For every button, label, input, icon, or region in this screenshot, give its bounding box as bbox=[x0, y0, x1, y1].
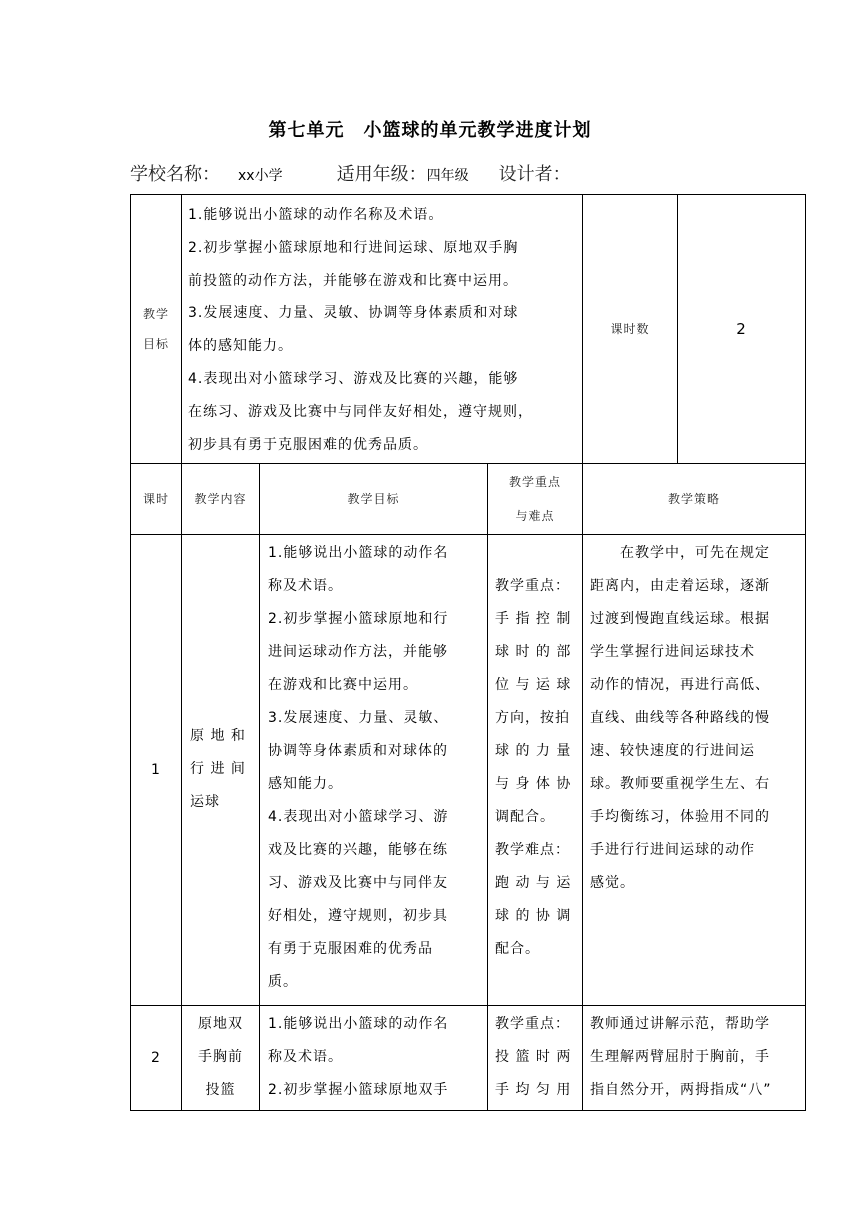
row2-strategy bbox=[590, 1008, 804, 1107]
goal-line: 有勇于克服困难的优秀品 bbox=[268, 941, 433, 957]
focus-line bbox=[495, 537, 581, 570]
focus-line: 教学重点： bbox=[495, 1016, 570, 1032]
focus-line: 教学难点： bbox=[495, 842, 570, 858]
strategy-line: 感觉。 bbox=[590, 875, 635, 891]
goal-line: 戏及比赛的兴趣，能够在练 bbox=[268, 842, 448, 858]
page-title: 第七单元 小篮球的单元教学进度计划 bbox=[268, 120, 592, 141]
strategy-line: 手均衡练习，体验用不同的 bbox=[590, 809, 770, 825]
objectives-label-line2: 目标 bbox=[142, 337, 169, 351]
row2-focus bbox=[495, 1008, 581, 1107]
focus-line: 配合。 bbox=[495, 941, 540, 957]
objective-line: 体的感知能力。 bbox=[188, 338, 293, 355]
strategy-line: 动作的情况，再进行高低、 bbox=[590, 677, 770, 693]
objective-line: 前投篮的动作方法，并能够在游戏和比赛中运用。 bbox=[188, 272, 518, 289]
focus-line: 教学重点： bbox=[495, 578, 570, 594]
row2-content bbox=[182, 1008, 259, 1107]
header-focus bbox=[488, 464, 582, 534]
objective-line: 在练习、游戏及比赛中与同伴友好相处，遵守规则， bbox=[188, 403, 533, 420]
content-line: 手胸前 bbox=[198, 1049, 243, 1065]
focus-line: 与 身 体 协 bbox=[495, 776, 572, 792]
goal-line: 1.能够说出小篮球的动作名 bbox=[268, 1016, 449, 1032]
row1-content bbox=[190, 720, 256, 819]
goal-line: 好相处，遵守规则，初步具 bbox=[268, 908, 448, 924]
content-line: 行 进 间 bbox=[190, 761, 246, 777]
objective-line: 初步具有勇于克服困难的优秀品质。 bbox=[188, 436, 428, 453]
strategy-line: 教师通过讲解示范，帮助学 bbox=[590, 1016, 770, 1032]
goal-line: 在游戏和比赛中运用。 bbox=[268, 677, 418, 693]
goal-line: 质。 bbox=[268, 974, 298, 990]
goal-line: 习、游戏及比赛中与同伴友 bbox=[268, 875, 448, 891]
goal-line: 2.初步掌握小篮球原地双手 bbox=[268, 1082, 449, 1098]
focus-line: 位 与 运 球 bbox=[495, 677, 572, 693]
strategy-line: 生理解两臂屈肘于胸前，手 bbox=[590, 1049, 770, 1065]
grade-value: 四年级 bbox=[426, 168, 469, 184]
row2-goal bbox=[268, 1008, 486, 1107]
strategy-line: 手进行行进间运球的动作 bbox=[590, 842, 755, 858]
row1-lesson: 1 bbox=[151, 761, 161, 778]
strategy-line: 速、较快速度的行进间运 bbox=[590, 743, 755, 759]
row1-focus bbox=[495, 537, 581, 966]
strategy-line: 过渡到慢跑直线运球。根据 bbox=[590, 611, 770, 627]
content-line: 投篮 bbox=[205, 1082, 236, 1098]
objective-line: 2.初步掌握小篮球原地和行进间运球、原地双手胸 bbox=[188, 239, 519, 256]
goal-line: 称及术语。 bbox=[268, 578, 343, 594]
hours-value: 2 bbox=[736, 319, 747, 338]
content-line: 原地双 bbox=[198, 1016, 243, 1032]
goal-line: 2.初步掌握小篮球原地和行 bbox=[268, 611, 449, 627]
focus-line: 手 指 控 制 bbox=[495, 611, 572, 627]
header-lesson: 课时 bbox=[142, 491, 169, 506]
grade-label: 适用年级： bbox=[336, 164, 427, 185]
strategy-line: 在教学中，可先在规定 bbox=[590, 545, 770, 561]
objectives-text bbox=[188, 199, 580, 461]
hours-label: 课时数 bbox=[610, 321, 650, 336]
objectives-label bbox=[131, 195, 181, 463]
focus-line: 投 篮 时 两 bbox=[495, 1049, 572, 1065]
strategy-line: 球。教师要重视学生左、右 bbox=[590, 776, 770, 792]
goal-line: 4.表现出对小篮球学习、游 bbox=[268, 809, 449, 825]
strategy-line: 距离内，由走着运球，逐渐 bbox=[590, 578, 770, 594]
goal-line: 协调等身体素质和对球体的 bbox=[268, 743, 448, 759]
content-line: 原 地 和 bbox=[190, 728, 246, 744]
focus-line: 跑 动 与 运 bbox=[495, 875, 572, 891]
strategy-line: 学生掌握行进间运球技术 bbox=[590, 644, 755, 660]
objective-line: 1.能够说出小篮球的动作名称及术语。 bbox=[188, 207, 444, 223]
goal-line: 称及术语。 bbox=[268, 1049, 343, 1065]
goal-line: 1.能够说出小篮球的动作名 bbox=[268, 545, 449, 561]
row2-lesson: 2 bbox=[151, 1049, 161, 1066]
strategy-line: 直线、曲线等各种路线的慢 bbox=[590, 710, 770, 726]
goal-line: 进间运球动作方法，并能够 bbox=[268, 644, 448, 660]
focus-line: 球 时 的 部 bbox=[495, 644, 572, 660]
school-value: xx小学 bbox=[238, 168, 283, 184]
objective-line: 4.表现出对小篮球学习、游戏及比赛的兴趣，能够 bbox=[188, 370, 519, 387]
row1-goal bbox=[268, 537, 486, 999]
focus-line: 调配合。 bbox=[495, 809, 555, 825]
header-content: 教学内容 bbox=[194, 491, 247, 506]
header-focus-line2: 与难点 bbox=[515, 509, 555, 523]
goal-line: 感知能力。 bbox=[268, 776, 343, 792]
objectives-label-line1: 教学 bbox=[142, 307, 169, 321]
school-label: 学校名称： bbox=[130, 164, 220, 185]
focus-line: 球 的 协 调 bbox=[495, 908, 572, 924]
goal-line: 3.发展速度、力量、灵敏、 bbox=[268, 710, 449, 726]
row1-strategy bbox=[590, 537, 804, 900]
focus-line: 手 均 匀 用 bbox=[495, 1082, 572, 1098]
strategy-line: 指自然分开，两拇指成“八” bbox=[590, 1082, 772, 1098]
designer-label: 设计者： bbox=[498, 164, 571, 185]
focus-line: 方向，按拍 bbox=[495, 710, 570, 726]
focus-line: 球 的 力 量 bbox=[495, 743, 572, 759]
header-goal: 教学目标 bbox=[347, 491, 400, 506]
header-strategy: 教学策略 bbox=[667, 491, 720, 506]
header-focus-line1: 教学重点 bbox=[508, 475, 561, 489]
objective-line: 3.发展速度、力量、灵敏、协调等身体素质和对球 bbox=[188, 305, 519, 322]
content-line: 运球 bbox=[190, 794, 220, 810]
